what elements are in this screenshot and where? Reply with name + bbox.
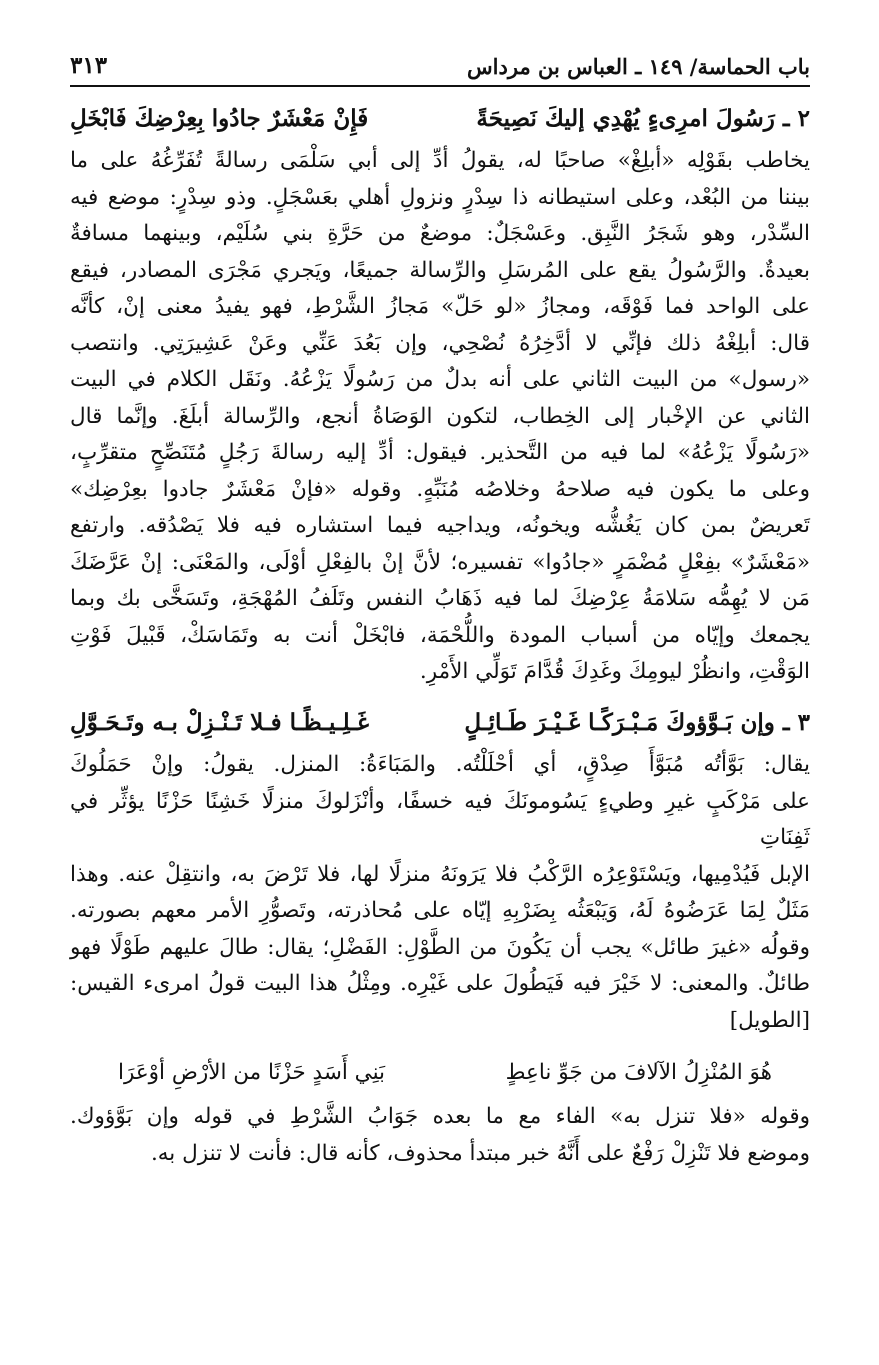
page-header [70,52,810,87]
quoted-verse-hemistich-2: بَنِي أَسَدٍ حَزْنًا من الأرْضِ أوْعَرَا [118,1060,386,1085]
verse-3-hemistich-2: غَـلِـيـظًـا فـلا تَـنْـزِلْ بـه وتَـحَـوَّلِ [70,709,370,736]
commentary-closing [70,1099,810,1172]
verse-2 [70,99,810,139]
text-line: تَعريضٌ بمن كان يَغُشُّه ويخونُه، ويداجيه فيما استشاره فيه فلا يَصْدُقه. وارتفع [70,513,810,538]
text-line: وموضع فلا تَنْزِلْ رَفْعٌ على أَنَّهُ خبر مبتدأ محذوف، كأنه قال: فأنت لا تنزل به. [150,1140,810,1166]
text-line: يقال: بَوَّأتُه مُبَوَّأَ صِدْقٍ، أي أحْلَلْتُه. والمَبَاءَةُ: المنزل. يقولُ: وإنْ حَمَلُوكَ [70,752,810,777]
text-line: وعلى ما يكون فيه صلاحهُ وخلاصُه مُنَبِّهٍ. وقوله «فإنْ مَعْشَرٌ جادوا بعِرْضِك» [70,476,810,502]
verse-3-hemistich-1: ٣ ـ وإن بَـوَّؤوكَ مَـبْـرَكًـا غَـيْـرَ طَـائِـلٍ [464,709,810,736]
text-line: الوَقْتِ، وانظُرْ ليومِكَ وغَدِكَ قُدَّامَ تَوَلِّي الأَمْرِ. [419,659,810,684]
text-line: مَثَلٌ لِمَا عَرَضُوهُ لَهُ، وَيَبْعَثُه بِضَرْبِهِ إيّاه على مُحاذرته، وتَصوُّرِ الأمر معهم بصورته. [70,898,810,923]
text-line: على مَرْكَبٍ غيرِ وطيءٍ يَسُومونَكَ فيه خسفًا، وأنْزَلوكَ منزلًا خَشِنًا حَزْنًا يؤثِّر في ثَفِنَاتِ [70,788,810,850]
text-line: وقوله «فلا تنزل به» الفاء مع ما بعده جَوَابُ الشَّرْطِ في قوله وإن بَوَّؤوك. [70,1104,810,1129]
text-line: بيننا من البُعْد، وعلى استيطانه ذا سِدْرٍ ونزولِ أهلي بعَسْجَلٍ. وذو سِدْرٍ: موضع فيه [70,184,810,210]
text-line: طائلٌ. والمعنى: لا خَيْرَ فيه فَيَطُولَ على غَيْرِه. ومِثْلُ هذا البيت قولُ امرىء القيس: [70,971,810,996]
page-number: ٣١٣ [70,52,108,79]
book-page [70,52,810,1172]
text-line: السِّدْر، وهو شَجَرُ النَّبِق. وعَسْجَلٌ: موضعٌ من حَرَّةِ بني سُلَيْم، وبينهما مسافةٌ [70,221,810,246]
text-line: «رسول» من البيت الثاني على أنه بدلٌ من رَسُولًا يَزْعُهُ. ونَقَل الكلام في البيت [70,367,810,392]
commentary-verse-2 [70,143,810,691]
text-line: قال: أبلِغْهُ ذلك فإنِّي لا أدَّخِرُهُ نُصْحِي، وإن بَعُدَ عَنِّي وعَنْ عَشِيرَتِي. وانتصب [70,330,810,356]
text-line: بعيدةٌ. والرَّسُولُ يقع على المُرسَلِ والرِّسالة جميعًا، ويَجري مَجْرَى المصادر، فيقع [70,257,810,283]
meter-label: [الطويل] [729,1007,810,1033]
verse-3 [70,703,810,743]
commentary-verse-3 [70,747,810,1039]
text-line: وقولُه «غيرَ طائل» يجب أن يَكُونَ من الطَّوْلِ: الفَضْلِ؛ يقال: طالَ عليهم طَوْلًا فهو [70,934,810,960]
verse-2-hemistich-2: فَإِنْ مَعْشَرٌ جادُوا بِعِرْضِكَ فَابْخَلِ [70,105,369,132]
text-line: مَن لا يُهِمُّه سَلامَةُ عِرْضِكَ لما فيه ذَهَابُ النفس وتَلَفُ المُهْجَةِ، وتَسَخَّى بك وبما [70,586,810,611]
verse-2-hemistich-1: ٢ ـ رَسُولَ امرِىءٍ يُهْدِي إليكَ نَصِيحَةً [476,105,810,132]
text-line: الثاني عن الإخْبار إلى الخِطاب، لتكون الوَصَاةُ أنجع، والرِّسالة أبلَغَ. وإنَّما قال [70,403,810,429]
text-line: الإبل فَيُدْمِيها، ويَسْتَوْعِرُه الرَّكْبُ فلا يَرَونَهُ منزلًا لها، فلا تَرْضَ به، وانتقِلْ عنه. وهذا [70,861,810,887]
text-line: «مَعْشَرٌ» بفِعْلٍ مُضْمَرٍ «جادُوا» تفسيره؛ لأنَّ إنْ بالفِعْلِ أوْلَى، والمَعْنَى: إنْ عَرَّضَكَ [70,549,810,575]
text-line: يجمعك وإيّاه من أسباب المودة واللُّحْمَة، فابْخَلْ أنت به وتَمَاسَكْ، قَبْيلَ فَوْتِ [70,622,810,648]
quoted-verse [118,1053,772,1093]
text-line: يخاطب بقَوْلِه «أبلِغْ» صاحبًا له، يقولُ أدِّ إلى أبي سَلْمَى رسالةً تُفَرِّغُهُ على ما [70,148,810,173]
text-line: «رَسُولًا يَزْعُهُ» لما فيه من التَّحذير. فيقول: أدِّ إليه رسالةَ رَجُلٍ مُتَنَصِّحٍ متقرِّبٍ، [70,440,810,465]
running-title: باب الحماسة/ ١٤٩ ـ العباس بن مرداس [467,54,810,79]
text-line: على الواحد فما فَوْقَه، ومجازُ «لو حَلّ» مَجازُ الشَّرْطِ، فهو يفيدُ معنى إنْ، كأنَّه [70,294,810,319]
quoted-verse-hemistich-1: هُوَ المُنْزِلُ الآلافَ من جَوِّ ناعِطٍ [505,1060,772,1085]
